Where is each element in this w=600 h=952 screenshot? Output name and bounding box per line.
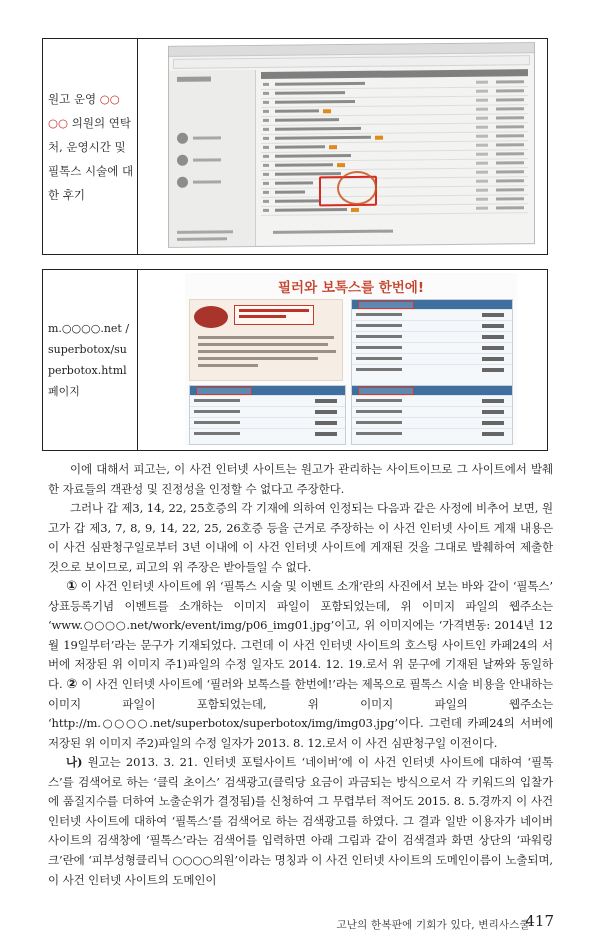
sidebar-icon: [177, 133, 188, 144]
table-row: [261, 204, 528, 216]
piltox-badge-icon: [194, 306, 228, 328]
sidebar-hours: [177, 237, 227, 241]
price-table-header: [352, 300, 512, 309]
table-row: [190, 428, 345, 439]
price-table-right-bottom: [351, 385, 513, 445]
paragraph-text: 이 사건 인터넷 사이트에 ‘필러와 보톡스를 한번에!’라는 제목으로 필톡스 시술 비용을 안내하는 이미지 파일이 포함되었는데, 위 이미지 파일의 웹주소는 ‘http://m.○○○○.net/superbotox/superbotox/img/img03.jpg’이다. 그런데 카페24의 서버에 저장된 위 이미지 주2)파일의 수정 일자가 2013. 8. 12.로서 이 사건 심판청구일 이전이다.: [48, 677, 553, 750]
board-screenshot: [138, 39, 547, 254]
paragraph-defendant-claim: [48, 460, 553, 499]
paragraph-text: 원고는 2013. 3. 21. 인터넷 포털사이트 ‘네이버’에 이 사건 인터넷 사이트에 대하여 ‘필톡스’를 검색어로 하는 ‘클릭 초이스’ 검색광고(클릭당 요금이 과금되는 방식으로서 각 키워드의 입찰가에 품질지수를 더하여 노출순위가 결정됨)를 신청하여 그 무렵부터 적어도 2015. 8. 5.경까지 이 사건 인터넷 사이트에 대하여 ‘필톡스’를 검색어로 하는 검색광고를 하였다. 그 결과 일반 이용자가 네이버 사이트의 검색창에 ‘필톡스’라는 검색어를 입력하면 아래 그림과 같이 검색결과 화면 상단의 ‘파워링크’란에 ‘피부성형클리닉 ○○○○의원’이라는 명칭과 이 사건 인터넷 사이트의 도메인이름이 노출되며, 이 사건 인터넷 사이트의 도메인이: [48, 755, 553, 887]
price-table-left-bottom: [189, 385, 346, 445]
table-row: [190, 417, 345, 428]
sidebar-logo: [177, 76, 211, 81]
browser-address-bar: [173, 55, 530, 69]
price-table-right-top: [351, 299, 513, 391]
section-marker: 나): [66, 755, 83, 769]
table-row: [352, 342, 512, 353]
board-post-list: [261, 69, 528, 216]
sidebar-text: [193, 158, 221, 161]
promo-headline-box: [234, 305, 314, 325]
paragraph-text: 이 사건 인터넷 사이트에 위 ‘필톡스 시술 및 이벤트 소개’란의 사진에서 보는 바와 같이 ‘필톡스’ 상표등록기념 이벤트를 소개하는 이미지 파일이 포함되었는데, 위 이미지 파일의 웹주소는 ‘www.○○○○.net/work/event/img/p06_img01.jpg’이고, 위 이미지에는 ‘가격변동: 2014년 12월 19일부터’라는 문구가 기재되었다. 그런데 이 사건 인터넷 사이트의 호스팅 사이트인 카페24의 서버에 저장된 위 이미지 주1)파일의 수정 일자도 2014. 12. 19.로서 위 문구에 기재된 날짜와 동일하다.: [48, 579, 553, 691]
evidence-label-1: [43, 39, 138, 254]
promo-text-line: [198, 343, 328, 346]
sidebar-text: [193, 136, 221, 139]
evidence-table-2: [42, 269, 548, 451]
sidebar-hours: [177, 230, 233, 234]
paragraph-item-2: [48, 675, 553, 753]
promo-title: 필러와 보톡스를 한번에!: [278, 280, 424, 296]
board-sidebar: [169, 70, 256, 247]
item-marker: ①: [66, 579, 78, 594]
label-text: 원고 운영: [48, 91, 100, 106]
promo-text-line: [198, 336, 334, 339]
paragraph-section-b: [48, 753, 553, 890]
table-row: [352, 353, 512, 364]
table-row: [190, 395, 345, 406]
promo-text-line: [198, 364, 258, 367]
paragraph-text: 그러나 갑 제3, 14, 22, 25호증의 각 기재에 의하여 인정되는 다음과 같은 사정에 비추어 보면, 원고가 갑 제3, 7, 8, 9, 14, 22, 25, 26호증 등을 근거로 주장하는 이 사건 인터넷 사이트 게재 내용은 이 사건 심판청구일로부터 3년 이내에 이 사건 인터넷 사이트에 게재된 것을 그대로 발췌하여 제출한 것으로 보이므로, 피고의 위 주장은 받아들일 수 없다.: [48, 501, 553, 574]
page-number: 417: [525, 912, 554, 930]
sidebar-text: [193, 180, 221, 183]
price-table-header: [352, 386, 512, 395]
evidence-label-2: [43, 270, 138, 450]
board-screenshot-frame: [168, 42, 535, 248]
board-pagination: [273, 230, 393, 234]
label-text: 의원의 연탁처, 운영시간 및 필톡스 시술에 대한 후기: [48, 115, 134, 202]
price-table-header: [190, 386, 345, 395]
promo-screenshot: [138, 270, 547, 450]
evidence-table-1: [42, 38, 548, 255]
table-row: [190, 406, 345, 417]
board-list-header: [261, 69, 528, 79]
table-row: [352, 309, 512, 320]
item-marker: ②: [66, 677, 78, 692]
label-text: m.○○○○.net /superbotox/superbotox.html 페이지: [48, 322, 130, 398]
promo-page: [185, 273, 517, 445]
table-row: [352, 395, 512, 406]
paragraph-text: 이에 대해서 피고는, 이 사건 인터넷 사이트는 원고가 관리하는 사이트이므로 그 사이트에서 발췌한 자료들의 객관성 및 진정성을 인정할 수 없다고 주장한다.: [48, 462, 553, 496]
sidebar-icon: [177, 155, 188, 166]
table-row: [352, 406, 512, 417]
table-row: [352, 331, 512, 342]
paragraph-court-finding: [48, 499, 553, 577]
promo-text-line: [198, 357, 318, 360]
table-row: [352, 320, 512, 331]
sidebar-icon: [177, 177, 188, 188]
running-footer: 고난의 한복판에 기회가 있다, 변리사스쿨: [336, 919, 530, 931]
promo-intro-box: [189, 299, 343, 381]
table-row: [352, 417, 512, 428]
table-row: [352, 364, 512, 375]
label-text-red: ○○ ○○: [48, 91, 120, 130]
table-row: [352, 428, 512, 439]
promo-text-line: [198, 350, 336, 353]
